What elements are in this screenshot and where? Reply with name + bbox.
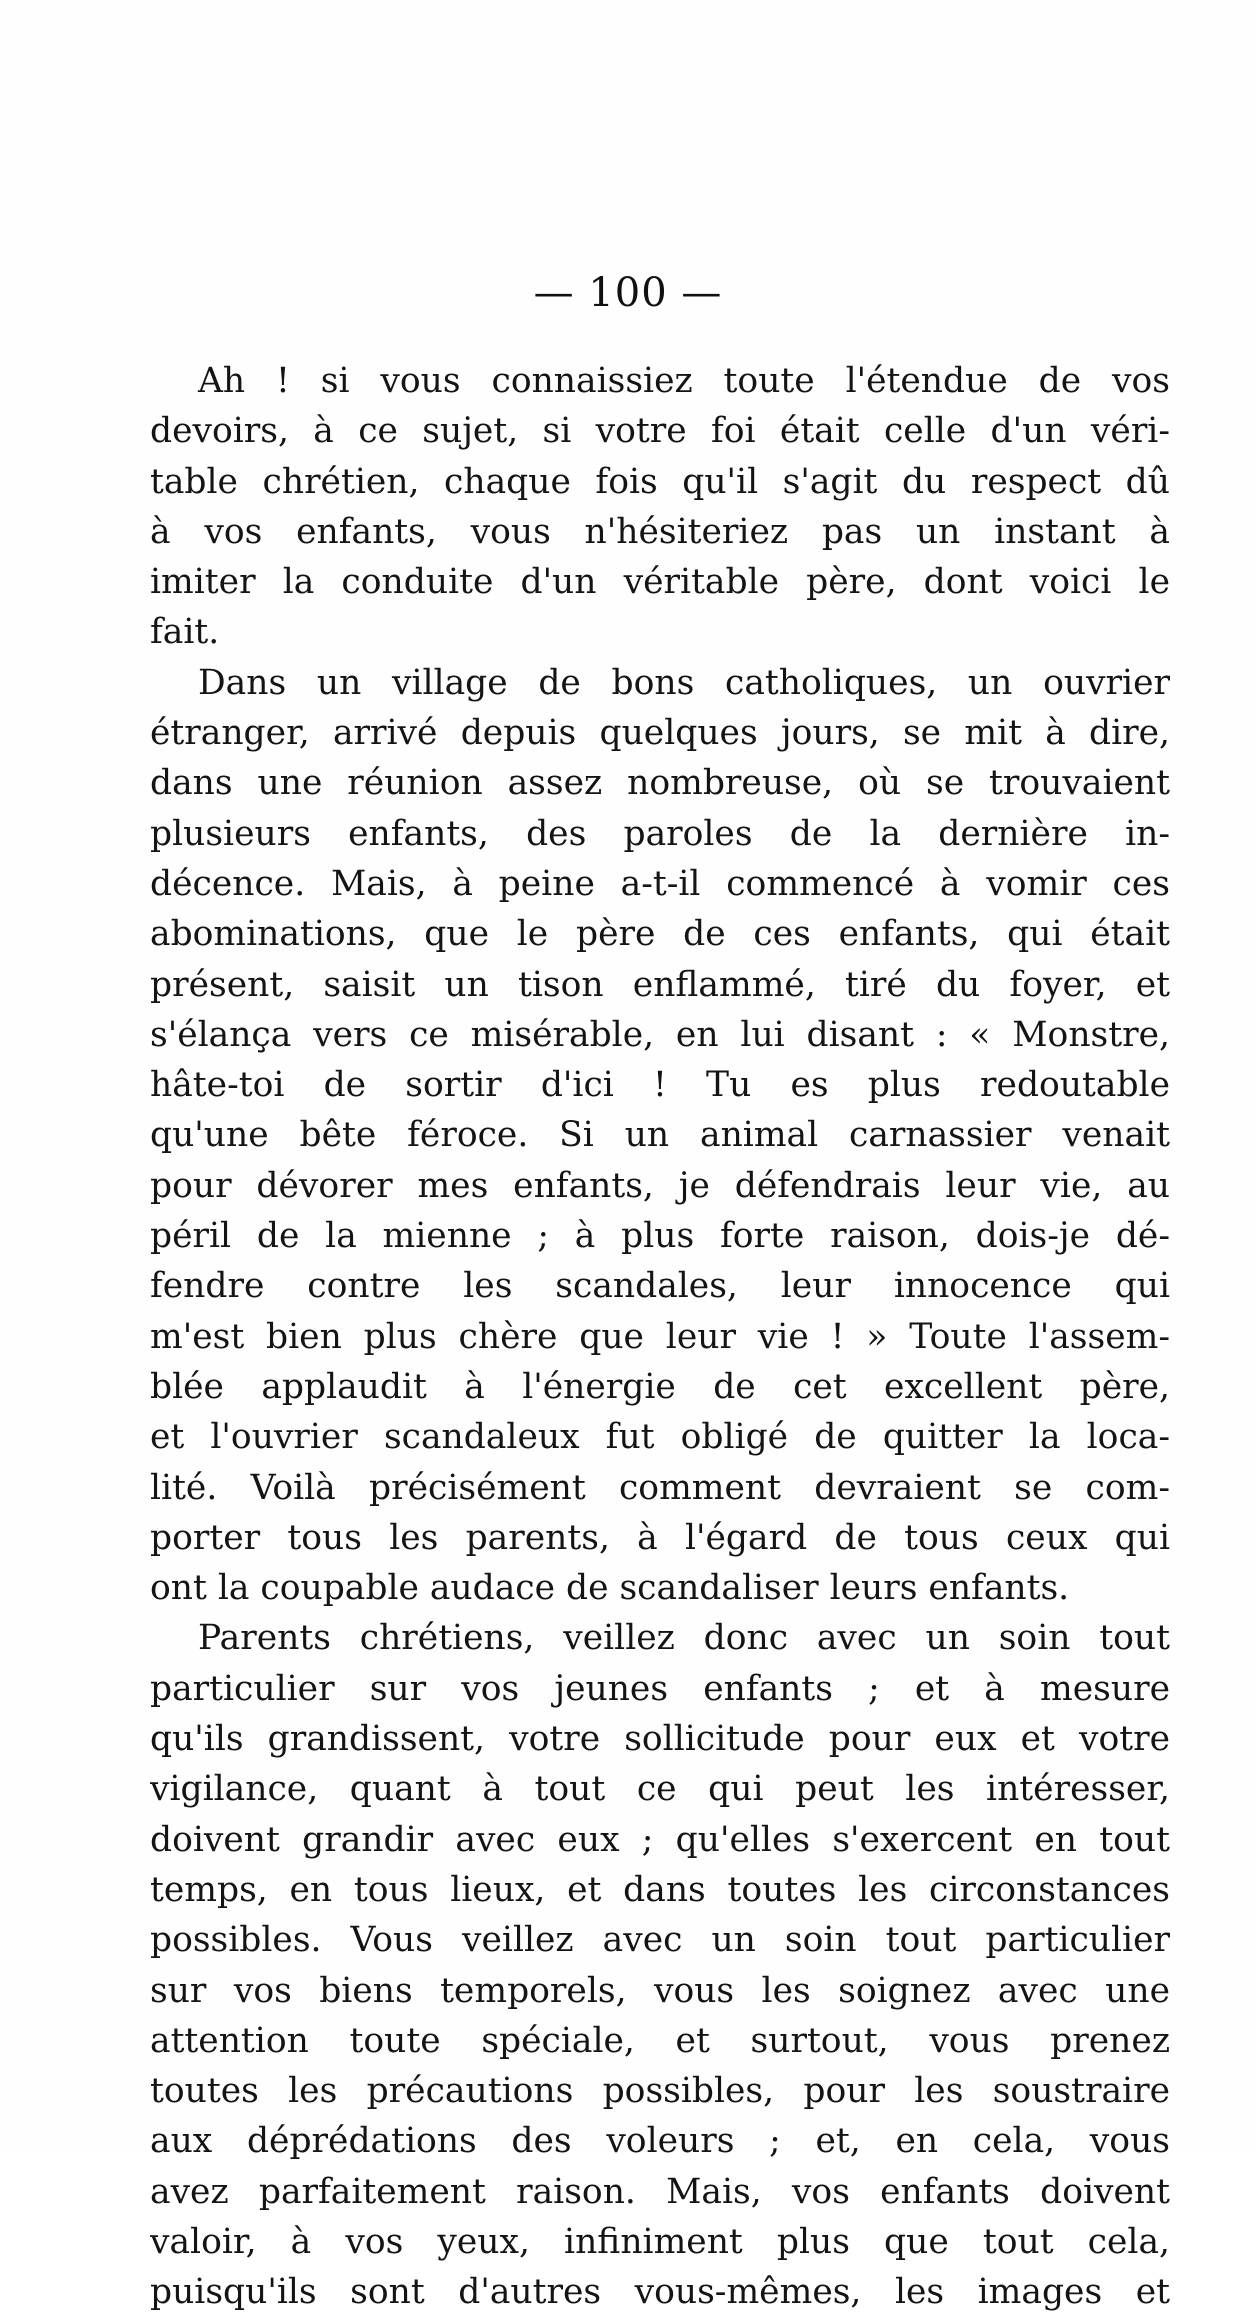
text-line: puisqu'ils sont d'autres vous-mêmes, les images et — [150, 2272, 1170, 2313]
paragraph-2 — [150, 658, 1170, 1614]
text-line: temps, en tous lieux, et dans toutes les circonstances — [150, 1869, 1170, 1910]
text-line: abominations, que le père de ces enfants, qui était — [150, 914, 1170, 955]
text-line: table chrétien, chaque fois qu'il s'agit du respect dû — [150, 461, 1170, 502]
text-line: et l'ouvrier scandaleux fut obligé de quitter la loca- — [150, 1417, 1170, 1458]
text-line: avez parfaitement raison. Mais, vos enfants doivent — [150, 2171, 1170, 2212]
body-text — [150, 356, 1170, 2318]
text-line: aux déprédations des voleurs ; et, en cela, vous — [150, 2121, 1170, 2162]
text-line: qu'ils grandissent, votre sollicitude pour eux et votre — [150, 1719, 1170, 1760]
text-line: pour dévorer mes enfants, je défendrais leur vie, au — [150, 1165, 1170, 1206]
paragraph-3 — [150, 1613, 1170, 2317]
text-line: plusieurs enfants, des paroles de la dernière in- — [150, 813, 1170, 854]
page-number: — 100 — — [533, 270, 723, 316]
text-line: devoirs, à ce sujet, si votre foi était celle d'un véri- — [150, 411, 1170, 452]
text-line: décence. Mais, à peine a-t-il commencé à vomir ces — [150, 863, 1170, 904]
text-line: fait. — [150, 612, 220, 653]
text-line: Parents chrétiens, veillez donc avec un soin tout — [198, 1618, 1170, 1659]
text-line: imiter la conduite d'un véritable père, dont voici le — [150, 562, 1170, 603]
text-line: dans une réunion assez nombreuse, où se trouvaient — [150, 763, 1170, 804]
text-line: à vos enfants, vous n'hésiteriez pas un instant à — [150, 511, 1170, 552]
text-line: vigilance, quant à tout ce qui peut les intéresser, — [150, 1769, 1170, 1810]
text-line: valoir, à vos yeux, infiniment plus que tout cela, — [150, 2221, 1170, 2262]
text-line: particulier sur vos jeunes enfants ; et à mesure — [150, 1668, 1170, 1709]
paragraph-1 — [150, 356, 1170, 658]
text-line: toutes les précautions possibles, pour les soustraire — [150, 2071, 1170, 2112]
text-line: sur vos biens temporels, vous les soignez avec une — [150, 1970, 1170, 2011]
text-line: Ah ! si vous connaissiez toute l'étendue de vos — [198, 361, 1170, 401]
text-line: étranger, arrivé depuis quelques jours, se mit à dire, — [150, 713, 1170, 754]
text-line: blée applaudit à l'énergie de cet excellent père, — [150, 1366, 1170, 1407]
text-line: ont la coupable audace de scandaliser leurs enfants. — [150, 1568, 1070, 1609]
text-line: m'est bien plus chère que leur vie ! » Toute l'assem- — [150, 1316, 1170, 1357]
text-line: Dans un village de bons catholiques, un ouvrier — [198, 662, 1170, 703]
text-line: fendre contre les scandales, leur innocence qui — [150, 1266, 1170, 1307]
text-line: présent, saisit un tison enflammé, tiré du foyer, et — [150, 964, 1170, 1005]
text-line: hâte-toi de sortir d'ici ! Tu es plus redoutable — [150, 1065, 1170, 1106]
text-line: péril de la mienne ; à plus forte raison, dois-je dé- — [150, 1216, 1170, 1257]
text-line: possibles. Vous veillez avec un soin tout particulier — [150, 1920, 1170, 1961]
text-line: s'élança vers ce misérable, en lui disant : « Monstre, — [150, 1014, 1170, 1055]
text-line: attention toute spéciale, et surtout, vous prenez — [150, 2020, 1170, 2061]
text-line: lité. Voilà précisément comment devraient se com- — [150, 1467, 1170, 1508]
text-line: doivent grandir avec eux ; qu'elles s'exercent en tout — [150, 1819, 1170, 1860]
text-line: porter tous les parents, à l'égard de tous ceux qui — [150, 1517, 1170, 1558]
text-line: qu'une bête féroce. Si un animal carnassier venait — [150, 1115, 1170, 1156]
